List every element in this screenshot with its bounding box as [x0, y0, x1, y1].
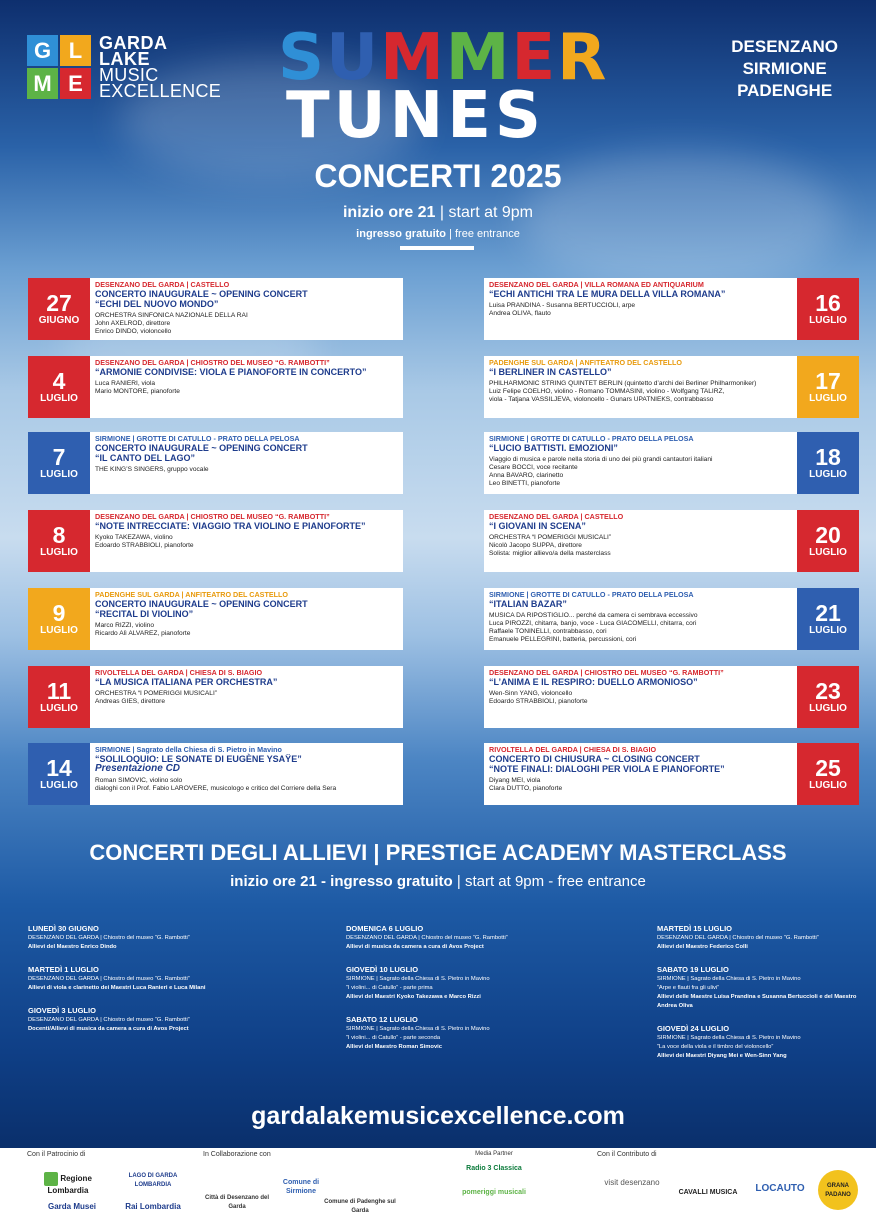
allievi-event: [28, 924, 318, 952]
sponsor-visit-desenzano: visit desenzano: [604, 1178, 660, 1187]
sponsor-sirmione: Comune di Sirmione: [282, 1179, 320, 1195]
concert-card: [484, 432, 859, 494]
event-date: DOMENICA 6 LUGLIO: [346, 924, 424, 933]
event-place: SIRMIONE | Sagrato della Chiesa di S. Pietro in Mavino: [657, 976, 801, 982]
event-place: “I violini... di Catullo” - parte prima: [346, 985, 433, 991]
concert-day: 16: [815, 290, 841, 316]
sponsor-desenzano: Città di Desenzano del Garda: [204, 1195, 269, 1210]
event-place: DESENZANO DEL GARDA | Chiostro del museo “G. Rambotti”: [28, 976, 190, 982]
allievi-event: [657, 924, 867, 952]
concert-day: 8: [52, 522, 66, 548]
logo-line3: MUSIC: [99, 65, 159, 85]
concert-card: [484, 666, 859, 728]
concert-performer: Solista: miglior allievo/a della masterclass: [489, 550, 611, 557]
sponsor-name: Regione Lombardia: [47, 1174, 92, 1195]
concert-performer: Wen-Sinn YANG, violoncello: [489, 690, 573, 697]
place-padenghe: PADENGHE: [737, 81, 833, 100]
sponsor-cavalli-musica: CAVALLI MUSICA: [678, 1189, 738, 1196]
allievi-event: [346, 965, 636, 1002]
concert-performer: Diyang MEI, viola: [489, 777, 541, 784]
concert-month: LUGLIO: [40, 703, 78, 714]
logo-grid: [27, 35, 91, 99]
concert-info: [484, 356, 797, 418]
event-place: SIRMIONE | Sagrato della Chiesa di S. Pietro in Mavino: [346, 1026, 490, 1032]
concert-performer: THE KING’S SINGERS, gruppo vocale: [95, 466, 209, 473]
concert-day: 27: [46, 290, 72, 316]
start-time: [0, 204, 876, 222]
event-place: DESENZANO DEL GARDA | Chiostro del museo “G. Rambotti”: [346, 935, 508, 941]
title-underline: [400, 246, 474, 250]
date-box: [797, 588, 859, 650]
concert-performer: ORCHESTRA SINFONICA NAZIONALE DELLA RAI: [95, 312, 248, 319]
concert-performer: Kyoko TAKEZAWA, violino: [95, 534, 173, 541]
concert-card: [28, 743, 403, 805]
concert-title: CONCERTO INAUGURALE ~ OPENING CONCERT: [95, 443, 308, 453]
concert-title: “L’ANIMA E IL RESPIRO: DUELLO ARMONIOSO”: [489, 677, 698, 687]
logo-text: [99, 35, 221, 99]
sponsor-rai-lombardia: Rai Lombardia: [125, 1202, 181, 1211]
allievi-title: CONCERTI DEGLI ALLIEVI | PRESTIGE ACADEMY MASTERCLASS: [89, 840, 787, 865]
ingresso-bold: ingresso gratuito: [356, 228, 447, 240]
concert-info: [484, 588, 797, 650]
event-performers: Allievi del Maestri Kyoko Takezawa e Marco Rizzi: [346, 994, 481, 1000]
concert-performer: Leo BINETTI, pianoforte: [489, 480, 561, 487]
concert-performer: MUSICA DA RIPOSTIGLIO... perché da camera ci sembrava eccessivo: [489, 612, 698, 619]
allievi-start-text: start at 9pm - free entrance: [464, 873, 646, 890]
concert-location: RIVOLTELLA DEL GARDA | CHIESA DI S. BIAGIO: [489, 745, 657, 754]
date-box: [797, 510, 859, 572]
concert-month: GIUGNO: [38, 315, 80, 326]
concert-performer: Viaggio di musica e parole nella storia di uno dei più grandi cantautori italiani: [489, 456, 713, 463]
concert-card: [484, 588, 859, 650]
place-sirmione: SIRMIONE: [742, 59, 827, 78]
logo-letter-e: E: [60, 68, 91, 99]
place-desenzano: DESENZANO: [731, 37, 838, 56]
concert-performer: Andreas GIES, direttore: [95, 698, 166, 705]
concert-performer: Luca RANIERI, viola: [95, 380, 156, 387]
concert-performer: Edoardo STRABBIOLI, pianoforte: [95, 542, 194, 549]
event-performers: Allievi del Maestro Federico Colli: [657, 944, 748, 950]
logo-letter-l: L: [60, 35, 91, 66]
concert-title: “ECHI DEL NUOVO MONDO”: [95, 299, 219, 309]
concert-title: “ITALIAN BAZAR”: [489, 599, 567, 609]
concert-performer: Ricardo Alì ALVAREZ, pianoforte: [95, 630, 191, 637]
event-place: “La voce della viola e il timbro del violoncello”: [657, 1044, 774, 1050]
tunes-word: TUNES: [286, 79, 545, 153]
event-performers: Allievi di musica da camera a cura di Avos Project: [346, 944, 484, 950]
concert-location: DESENZANO DEL GARDA | CASTELLO: [489, 512, 624, 521]
concert-performer: Clara DUTTO, pianoforte: [489, 785, 563, 792]
sponsor-lago-garda: LAGO DI GARDA LOMBARDIA: [128, 1173, 178, 1188]
event-performers: Docenti/Allievi di musica da camera a cura di Avos Project: [28, 1026, 189, 1032]
start-bold: inizio ore 21: [342, 204, 436, 221]
allievi-event: [346, 924, 636, 952]
concert-info: [90, 588, 403, 650]
concert-performer: John AXELROD, direttore: [95, 320, 171, 327]
allievi-column-1: [28, 924, 318, 1047]
concert-title: CONCERTO DI CHIUSURA ~ CLOSING CONCERT: [489, 754, 700, 764]
start-sep: |: [439, 204, 445, 221]
allievi-start-sep: |: [456, 873, 461, 890]
concert-title: “SOLILOQUIO: LE SONATE DI EUGÈNE YSAŸE”: [95, 754, 302, 764]
concert-title: “I BERLINER IN CASTELLO”: [489, 367, 612, 377]
concert-performer: Raffaele TONINELLI, contrabbasso, cori: [489, 628, 607, 635]
concert-info: [90, 666, 403, 728]
event-date: GIOVEDÌ 10 LUGLIO: [346, 965, 419, 974]
concert-title: Presentazione CD: [95, 763, 181, 774]
concert-performer: Andrea OLIVA, flauto: [489, 310, 551, 317]
concert-day: 25: [815, 755, 841, 781]
concert-performer: viola - Tatjana VASSILJEVA, violoncello - Gunars UPATNIEKS, contrabbasso: [489, 396, 714, 403]
ingresso-text: free entrance: [455, 228, 520, 240]
concert-title: “NOTE FINALI: DIALOGHI PER VIOLA E PIANOFORTE”: [489, 764, 725, 774]
concert-performer: Enrico DINDO, violoncello: [95, 328, 172, 335]
concert-location: DESENZANO DEL GARDA | CASTELLO: [95, 280, 230, 289]
concert-card: [484, 278, 859, 340]
event-place: DESENZANO DEL GARDA | Chiostro del museo “G. Rambotti”: [28, 1017, 190, 1023]
concert-day: 4: [52, 368, 66, 394]
event-place: SIRMIONE | Sagrato della Chiesa di S. Pietro in Mavino: [346, 976, 490, 982]
allievi-event: [657, 1024, 867, 1061]
allievi-event: [346, 1015, 636, 1052]
date-box: [28, 432, 90, 494]
date-box: [28, 510, 90, 572]
concert-title: CONCERTO INAUGURALE ~ OPENING CONCERT: [95, 599, 308, 609]
event-date: SABATO 19 LUGLIO: [657, 965, 729, 974]
sponsor-pomeriggi: pomeriggi musicali: [462, 1189, 526, 1196]
concert-month: LUGLIO: [40, 625, 78, 636]
free-entrance: [0, 228, 876, 240]
date-box: [28, 356, 90, 418]
allievi-start-bold: inizio ore 21 - ingresso gratuito: [230, 873, 453, 890]
sponsor-locauto: LOCAUTO: [755, 1183, 805, 1194]
concert-day: 23: [815, 678, 841, 704]
event-date: MARTEDÌ 1 LUGLIO: [28, 965, 99, 974]
ingresso-sep: |: [449, 228, 452, 240]
concert-title: “RECITAL DI VIOLINO”: [95, 609, 194, 619]
title-letter-e: E: [511, 21, 558, 95]
date-box: [797, 432, 859, 494]
concert-month: LUGLIO: [809, 547, 847, 558]
title-letter-r: R: [557, 21, 609, 95]
concert-info: [90, 510, 403, 572]
concert-location: DESENZANO DEL GARDA | CHIOSTRO DEL MUSEO “G. RAMBOTTI”: [95, 358, 330, 367]
concert-month: LUGLIO: [809, 780, 847, 791]
concert-performer: Emanuele PELLEGRINI, batteria, percussioni, cori: [489, 636, 637, 643]
event-place: “Arpe e flauti fra gli ulivi”: [657, 985, 720, 991]
event-place: “I violini... di Catullo” - parte seconda: [346, 1035, 441, 1041]
concert-performer: dialoghi con il Prof. Fabio LAROVERE, musicologo e critico del Corriere della Sera: [95, 785, 337, 792]
concert-month: LUGLIO: [40, 469, 78, 480]
concert-location: PADENGHE SUL GARDA | ANFITEATRO DEL CASTELLO: [489, 358, 683, 367]
concert-info: [90, 278, 403, 340]
concert-info: [484, 278, 797, 340]
concert-card: [28, 278, 403, 340]
concert-card: [28, 356, 403, 418]
event-performers: Allievi delle Maestre Luisa Prandina e Susanna Bertuccioli e del Maestro Andrea Oliva: [657, 994, 857, 1009]
title-letter-m1: M: [380, 21, 446, 95]
logo-line4: EXCELLENCE: [99, 81, 222, 101]
date-box: [797, 666, 859, 728]
concert-month: LUGLIO: [809, 625, 847, 636]
event-performers: Allievi dei Maestri Diyang Mei e Wen-Sinn Yang: [657, 1053, 787, 1059]
concert-title: “ECHI ANTICHI TRA LE MURA DELLA VILLA ROMANA”: [489, 289, 726, 299]
concert-month: LUGLIO: [40, 547, 78, 558]
title-letter-m2: M: [445, 21, 512, 95]
concert-info: [484, 666, 797, 728]
concert-info: [90, 432, 403, 494]
allievi-event: [657, 965, 867, 1011]
concert-day: 17: [815, 368, 841, 394]
concert-day: 20: [815, 522, 841, 548]
date-box: [797, 278, 859, 340]
date-box: [797, 356, 859, 418]
concert-location: SIRMIONE | GROTTE DI CATULLO - PRATO DELLA PELOSA: [489, 434, 694, 443]
logo-letter-g: G: [27, 35, 58, 66]
places-list: [731, 36, 838, 102]
media-partner-label: Media Partner: [475, 1151, 513, 1157]
concert-month: LUGLIO: [809, 315, 847, 326]
concert-info: [484, 743, 797, 805]
logo-letter-m: M: [27, 68, 58, 99]
date-box: [28, 278, 90, 340]
concert-performer: ORCHESTRA “I POMERIGGI MUSICALI”: [95, 690, 217, 697]
concert-info: [484, 510, 797, 572]
concert-performer: Cesare BOCCI, voce recitante: [489, 464, 578, 471]
concert-performer: Anna BAVARO, clarinetto: [489, 472, 564, 479]
event-date: GIOVEDÌ 3 LUGLIO: [28, 1006, 96, 1015]
concert-title: “LA MUSICA ITALIANA PER ORCHESTRA”: [95, 677, 278, 687]
concert-day: 7: [52, 444, 66, 470]
patrocinio-label: Con il Patrocinio di: [27, 1151, 86, 1158]
concert-title: “LUCIO BATTISTI. EMOZIONI”: [489, 443, 618, 453]
sponsor-garda-musei: Garda Musei: [47, 1202, 96, 1211]
concert-location: SIRMIONE | GROTTE DI CATULLO - PRATO DELLA PELOSA: [95, 434, 300, 443]
concert-month: LUGLIO: [809, 469, 847, 480]
summer-tunes-title: [278, 21, 609, 153]
concert-day: 9: [52, 600, 66, 626]
title-letter-s: S: [278, 21, 327, 95]
sponsor-radio3: Radio 3 Classica: [466, 1165, 522, 1172]
concert-card: [484, 510, 859, 572]
sponsor-grana-padano: GRANA PADANO: [818, 1170, 858, 1210]
event-date: GIOVEDÌ 24 LUGLIO: [657, 1024, 730, 1033]
collaborazione-label: In Collaborazione con: [203, 1151, 271, 1158]
concert-info: [484, 432, 797, 494]
event-date: SABATO 12 LUGLIO: [346, 1015, 418, 1024]
concert-performer: ORCHESTRA “I POMERIGGI MUSICALI”: [489, 534, 611, 541]
event-performers: Allievi di viola e clarinetto dei Maestri Luca Ranieri e Luca Milani: [28, 985, 206, 991]
concert-day: 18: [815, 444, 841, 470]
logo-line2: LAKE: [99, 49, 150, 69]
date-box: [28, 588, 90, 650]
concert-month: LUGLIO: [809, 393, 847, 404]
allievi-event: [28, 965, 318, 993]
concert-performer: PHILHARMONIC STRING QUINTET BERLIN (quintetto d’archi dei Berliner Philharmoniker): [489, 380, 757, 387]
allievi-event: [28, 1006, 318, 1034]
concert-card: [28, 588, 403, 650]
sponsor-regione-lombardia: [28, 1172, 108, 1195]
summer-word: [278, 21, 609, 95]
concert-day: 21: [815, 600, 841, 626]
event-date: LUNEDÌ 30 GIUGNO: [28, 924, 99, 933]
concert-performer: Edoardo STRABBIOLI, pianoforte: [489, 698, 588, 705]
event-place: DESENZANO DEL GARDA | Chiostro del museo “G. Rambotti”: [657, 935, 819, 941]
title-letter-u: U: [326, 21, 381, 95]
gle-logo: [27, 35, 221, 99]
concert-card: [28, 432, 403, 494]
contributo-label: Con il Contributo di: [597, 1151, 657, 1158]
concert-title: CONCERTO INAUGURALE ~ OPENING CONCERT: [95, 289, 308, 299]
concert-location: PADENGHE SUL GARDA | ANFITEATRO DEL CASTELLO: [95, 590, 289, 599]
allievi-start: [0, 873, 876, 890]
concert-day: 14: [46, 755, 72, 781]
event-place: DESENZANO DEL GARDA | Chiostro del museo “G. Rambotti”: [28, 935, 190, 941]
sponsor-padenghe: Comune di Padenghe sul Garda: [324, 1199, 396, 1214]
concert-performer: Nicolò Jacopo SUPPA, direttore: [489, 542, 582, 549]
concert-location: DESENZANO DEL GARDA | CHIOSTRO DEL MUSEO “G. RAMBOTTI”: [95, 512, 330, 521]
date-box: [797, 743, 859, 805]
concert-performer: Roman SIMOVIC, violino solo: [95, 777, 183, 784]
concert-info: [90, 743, 403, 805]
concert-location: DESENZANO DEL GARDA | VILLA ROMANA ED ANTIQUARIUM: [489, 280, 704, 289]
concert-month: LUGLIO: [40, 393, 78, 404]
page-title: CONCERTI 2025: [314, 158, 562, 194]
concert-card: [484, 743, 859, 805]
concert-location: RIVOLTELLA DEL GARDA | CHIESA DI S. BIAGIO: [95, 668, 263, 677]
concert-card: [484, 356, 859, 418]
concert-location: SIRMIONE | Sagrato della Chiesa di S. Pietro in Mavino: [95, 745, 282, 754]
concert-title: “ARMONIE CONDIVISE: VIOLA E PIANOFORTE IN CONCERTO”: [95, 367, 367, 377]
concert-month: LUGLIO: [40, 780, 78, 791]
concert-title: “I GIOVANI IN SCENA”: [489, 521, 586, 531]
concert-info: [90, 356, 403, 418]
allievi-column-3: [657, 924, 867, 1074]
date-box: [28, 743, 90, 805]
allievi-column-2: [346, 924, 636, 1065]
concert-title: “IL CANTO DEL LAGO”: [95, 453, 196, 463]
event-date: MARTEDÌ 15 LUGLIO: [657, 924, 733, 933]
event-performers: Allievi del Maestro Enrico Dindo: [28, 944, 117, 950]
concert-day: 11: [46, 678, 72, 704]
concert-performer: Marco RIZZI, violino: [95, 622, 154, 629]
concert-month: LUGLIO: [809, 703, 847, 714]
concert-location: DESENZANO DEL GARDA | CHIOSTRO DEL MUSEO “G. RAMBOTTI”: [489, 668, 724, 677]
concert-performer: Mario MONTORE, pianoforte: [95, 388, 180, 395]
concert-location: SIRMIONE | GROTTE DI CATULLO - PRATO DELLA PELOSA: [489, 590, 694, 599]
date-box: [28, 666, 90, 728]
concert-card: [28, 666, 403, 728]
concert-performer: Luiz Felipe COELHO, violino - Romano TOMMASINI, violino - Wolfgang TALIRZ,: [489, 388, 725, 395]
logo-line1: GARDA: [99, 33, 168, 53]
website-url[interactable]: gardalakemusicexcellence.com: [251, 1102, 625, 1130]
start-text: start at 9pm: [448, 204, 533, 221]
lombardia-icon: [44, 1172, 58, 1186]
concert-title: “NOTE INTRECCIATE: VIAGGIO TRA VIOLINO E PIANOFORTE”: [95, 521, 366, 531]
sponsor-footer: [0, 1148, 876, 1223]
event-performers: Allievi del Maestro Roman Simovic: [346, 1044, 442, 1050]
concert-performer: Luca PIROZZI, chitarra, banjo, voce - Luca GIACOMELLI, chitarra, cori: [489, 620, 697, 627]
event-place: SIRMIONE | Sagrato della Chiesa di S. Pietro in Mavino: [657, 1035, 801, 1041]
concert-performer: Luisa PRANDINA - Susanna BERTUCCIOLI, arpe: [489, 302, 636, 309]
concert-card: [28, 510, 403, 572]
